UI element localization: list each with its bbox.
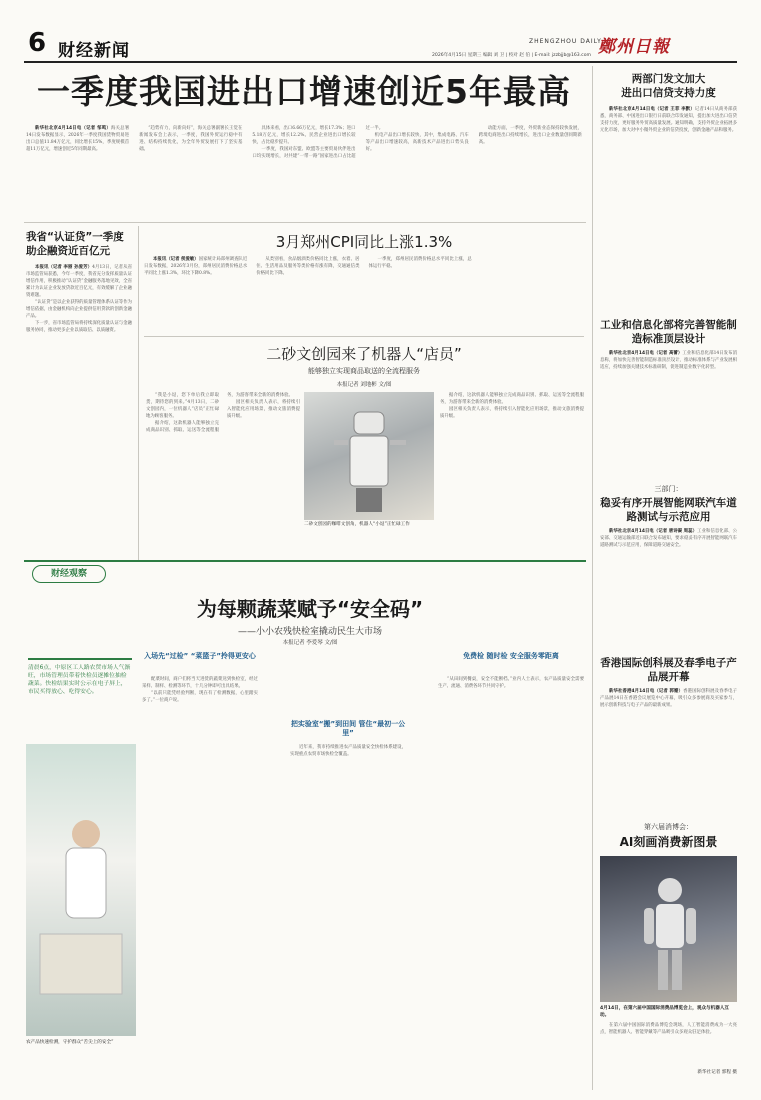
- robot-article-body: [146, 392, 300, 554]
- right-story4-headline: 香港国际创科展及春季电子产品展开幕: [600, 657, 737, 683]
- cpi-article-body: [144, 256, 584, 330]
- right-story4-body: [600, 688, 737, 816]
- right-story1-dateline: 新华社北京4月14日电（记者 王菲 李默）: [609, 107, 695, 112]
- right-story1-text: 记者14日从商务部获悉，商务部、中国进出口银行日前联合印发通知，提出加大进出口信贷支持力度，更好服务外贸高质量发展。通知明确，支持外贸企业拓展多元化市场，加大对中小微外贸企业的信贷投放，创新金融产品和服务。: [600, 107, 737, 133]
- observe-paragraph: “从田间到餐桌，安全不能断档。”业内人士表示，农产品质量安全需要生产、流通、消费各环节共同守护。: [438, 677, 584, 689]
- right-story5-kicker: 第六届消博会：: [644, 823, 693, 831]
- robot-paragraph: 据介绍，这款机器人能够独立完成商品识别、抓取、运送等全流程服务，为游客带来全新的消费体验。: [440, 393, 584, 405]
- pull-quote: 清晨6点，中原区工人路农贸市场人气渐旺，市场管理员带着快检员逐摊位抽检蔬菜。快检结果实时公示在电子屏上，市民买得放心、吃得安心。: [28, 658, 132, 738]
- right-story4-text: 香港国际创科展及春季电子产品展14日在香港会议展览中心开幕，吸引众多参展商及买家参与，展示创新科技与电子产品的最新成果。: [600, 689, 737, 708]
- sidebar-dateline: 本报讯（记者 李丽 孙爱芳）: [35, 265, 93, 270]
- issue-line: 2026年4月15日 星期三 编辑 刘 卫 | 校对 赵 伯 | E-mail: jzzbjjb@163.com: [432, 53, 591, 58]
- section-tag: 财经观察: [32, 565, 106, 583]
- observe-photo-caption: 农产品快速检测，守护群众“舌尖上的安全”: [26, 1040, 114, 1045]
- robot-paragraph: 据介绍，这款机器人能够独立完成商品识别、抓取、运送等全流程服务，为游客带来全新的消费体验。: [146, 393, 293, 433]
- observe-subheading: 免费检 随时检 安全服务零距离: [463, 652, 559, 660]
- robot-paragraph: 园区相关负责人表示，将持续引入智能化应用场景，推动文旅消费提质升级。: [227, 400, 300, 419]
- cpi-paragraph: 从类别看，食品烟酒类价格同比上涨，衣着、居住、生活用品及服务等类价格有涨有降，交通通信类价格同比下降。: [256, 257, 360, 276]
- robot-byline: 本报记者 刘地彬 文/图: [336, 382, 392, 388]
- sidebar-paragraph: “认证贷”是以企业获得的质量管理体系认证等作为增信依据，由金融机构向企业提供信用贷款的创新金融产品。: [26, 300, 132, 319]
- lead-paragraph: 具体来看，出口6.66万亿元，增长17.3%；进口5.18万亿元，增长12.2%。民营企业进出口增长较快，占比稳步提升。: [252, 126, 356, 145]
- sidebar-article-body: [26, 264, 132, 556]
- cpi-paragraph: 国家统计局郑州调查队近日发布数据，2026年3月份，郑州居民消费价格总水平同比上涨1.3%，环比下降0.8%。: [144, 257, 248, 276]
- right-story1-body: [600, 106, 737, 312]
- right-story3-dateline: 新华社北京4月14日电（记者 唐诗凝 周蕊）: [609, 529, 698, 534]
- masthead-rule: [24, 61, 737, 63]
- right-story1-headline: 进出口信贷支持力度: [621, 87, 716, 99]
- robot-paragraph: “我是小逗，您下单后我立即取货，期待您的到来。”4月13日，二砂文创园内，一位机器人“店员”正忙碌地为顾客服务。: [146, 393, 219, 419]
- lead-paragraph: “趋势有力，向新向好”，海关总署副署长王觉在新闻发布会上表示，一季度，我国外贸运行稳中有进、结构持续优化，为全年外贸发展打下了坚实基础。: [139, 126, 243, 152]
- observe-paragraph: “以前只能凭经验判断，现在有了检测数据，心里踏实多了。”一位商户说。: [142, 691, 258, 703]
- section-title: 财经新闻: [58, 41, 130, 61]
- right-story2-dateline: 新华社北京4月14日电（记者 高蕾）: [609, 351, 683, 356]
- cpi-headline: 3月郑州CPI同比上涨1.3%: [275, 233, 453, 251]
- observe-subheading: 把实验室“搬”到田间 管住“最初一公里”: [290, 720, 406, 737]
- sidebar-paragraph: 4月13日，记者从省市场监管局获悉，今年一季度，我省充分发挥质量认证增信作用，积极推动“认证贷”金融服务落地见效，全省累计为认证企业发放贷款近百亿元，有效缓解了企业融资难题。: [26, 265, 132, 298]
- paper-name-english: ZHENGZHOU DAILY: [529, 38, 602, 45]
- lead-paragraph: 海关总署14日发布数据显示，2026年一季度我国货物贸易进出口总值11.84万亿元，同比增长15%，季度规模首超11万亿元，增速创近5年同期最高。: [26, 126, 130, 152]
- right-story5-text: 在第六届中国国际消费品博览会现场，人工智能消费成为一大亮点，智能机器人、智能穿戴等产品吸引众多观众驻足体验。: [600, 1023, 737, 1035]
- observe-column: [438, 676, 584, 1072]
- humanoid-robot-icon: [600, 856, 737, 1002]
- robot-figure-icon: [304, 392, 434, 520]
- robot-headline: 二砂文创园来了机器人“店员”: [266, 345, 462, 363]
- lead-paragraph: 机电产品出口增长较快，其中，集成电路、汽车等产品出口增速较高，高新技术产品进出口势头良好。: [365, 133, 469, 152]
- robot-subhead: 能够独立实现商品取送的全流程服务: [308, 367, 420, 375]
- observe-subhead: ——小小农残快检室撬动民生大市场: [237, 627, 382, 637]
- observe-photo: [26, 744, 136, 1036]
- robot-article-body-continued: [440, 392, 584, 554]
- cpi-paragraph: 一季度，郑州居民消费价格总水平同比上涨，总体运行平稳。: [368, 257, 472, 269]
- sidebar-headline: 我省“认证贷”一季度助企融资近百亿元: [26, 231, 124, 257]
- observe-paragraph: 配菜时间，商户们将当天进货的蔬菜送到快检室，经过采样、制样、检测等环节，十几分钟即可出具结果。: [142, 677, 258, 689]
- observe-paragraph: 近年来，我市持续推进农产品质量安全快检体系建设，实现重点农贸市场快检全覆盖。: [290, 745, 406, 757]
- robot-expo-caption: 4月14日，在第六届中国国际消费品博览会上，观众与机器人互动。: [600, 1006, 730, 1018]
- photo-credit: 新华社记者 郭程 摄: [697, 1070, 737, 1075]
- right-story1-kicker: 两部门发文加大: [631, 73, 706, 85]
- right-story4-dateline: 新华社香港4月14日电（记者 郭姗）: [609, 689, 684, 694]
- right-story3-body: [600, 528, 737, 650]
- robot-photo: [304, 392, 434, 520]
- lead-dateline: 新华社北京4月14日电（记者 邹鸣）: [35, 126, 111, 131]
- sidebar-paragraph: 下一步，省市场监管局将持续深化质量认证与金融服务协同，推动更多企业以质取信、以质融资。: [26, 321, 132, 333]
- observe-column: [290, 744, 406, 1072]
- page-number: 6: [28, 28, 47, 58]
- right-story5-body: [600, 1022, 737, 1068]
- lead-article-body: [26, 125, 582, 215]
- right-story5-headline: AI刻画消费新图景: [619, 835, 718, 849]
- right-story3-text: 工业和信息化部、公安部、交通运输部近日联合发布通知，要求稳妥有序开展智能网联汽车道路测试与示范应用，保障道路交通安全。: [600, 529, 737, 548]
- observe-headline: 为每颗蔬菜赋予“安全码”: [196, 597, 424, 621]
- right-story2-headline: 工业和信息化部将完善智能制造标准顶层设计: [600, 319, 737, 345]
- observe-column: [142, 676, 258, 1072]
- right-story2-body: [600, 350, 737, 474]
- lead-paragraph: 动能方面，一季度，外贸新业态保持较快发展，跨境电商进出口持续增长，进出口企业数量创同期新高。: [478, 126, 582, 145]
- robot-photo-caption: 二砂文创园的咖啡文创角，机器人“小逗”正忙碌工作: [304, 522, 410, 527]
- right-story3-headline: 稳妥有序开展智能网联汽车道路测试与示范应用: [600, 497, 737, 523]
- right-story3-kicker: 三部门：: [654, 485, 683, 493]
- lead-paragraph: 一季度，我国对东盟、欧盟等主要贸易伙伴进出口均实现增长，对共建“一带一路”国家进出口占比超过一半。: [252, 126, 384, 159]
- robot-expo-photo: [600, 856, 737, 1002]
- observe-byline: 本报记者 李爱琴 文/图: [282, 640, 338, 646]
- paper-logo: 鄭州日報: [598, 37, 670, 57]
- robot-paragraph: 园区相关负责人表示，将持续引入智能化应用场景，推动文旅消费提质升级。: [440, 407, 584, 419]
- lead-headline: 一季度我国进出口增速创近5年最高: [37, 72, 571, 111]
- cpi-dateline: 本报讯（记者 侯爱敏）: [153, 257, 199, 262]
- observe-subheading: 入场先“过检” “菜篮子”拎得更安心: [144, 652, 256, 660]
- observe-article: [142, 652, 584, 1076]
- lab-technician-icon: [26, 744, 136, 1036]
- right-story2-text: 工业和信息化部14日发布消息称，将加快完善智能制造标准顶层设计，推动标准体系与产业发展相适应，持续加强关键技术标准研制，促进制造业数字化转型。: [600, 351, 737, 370]
